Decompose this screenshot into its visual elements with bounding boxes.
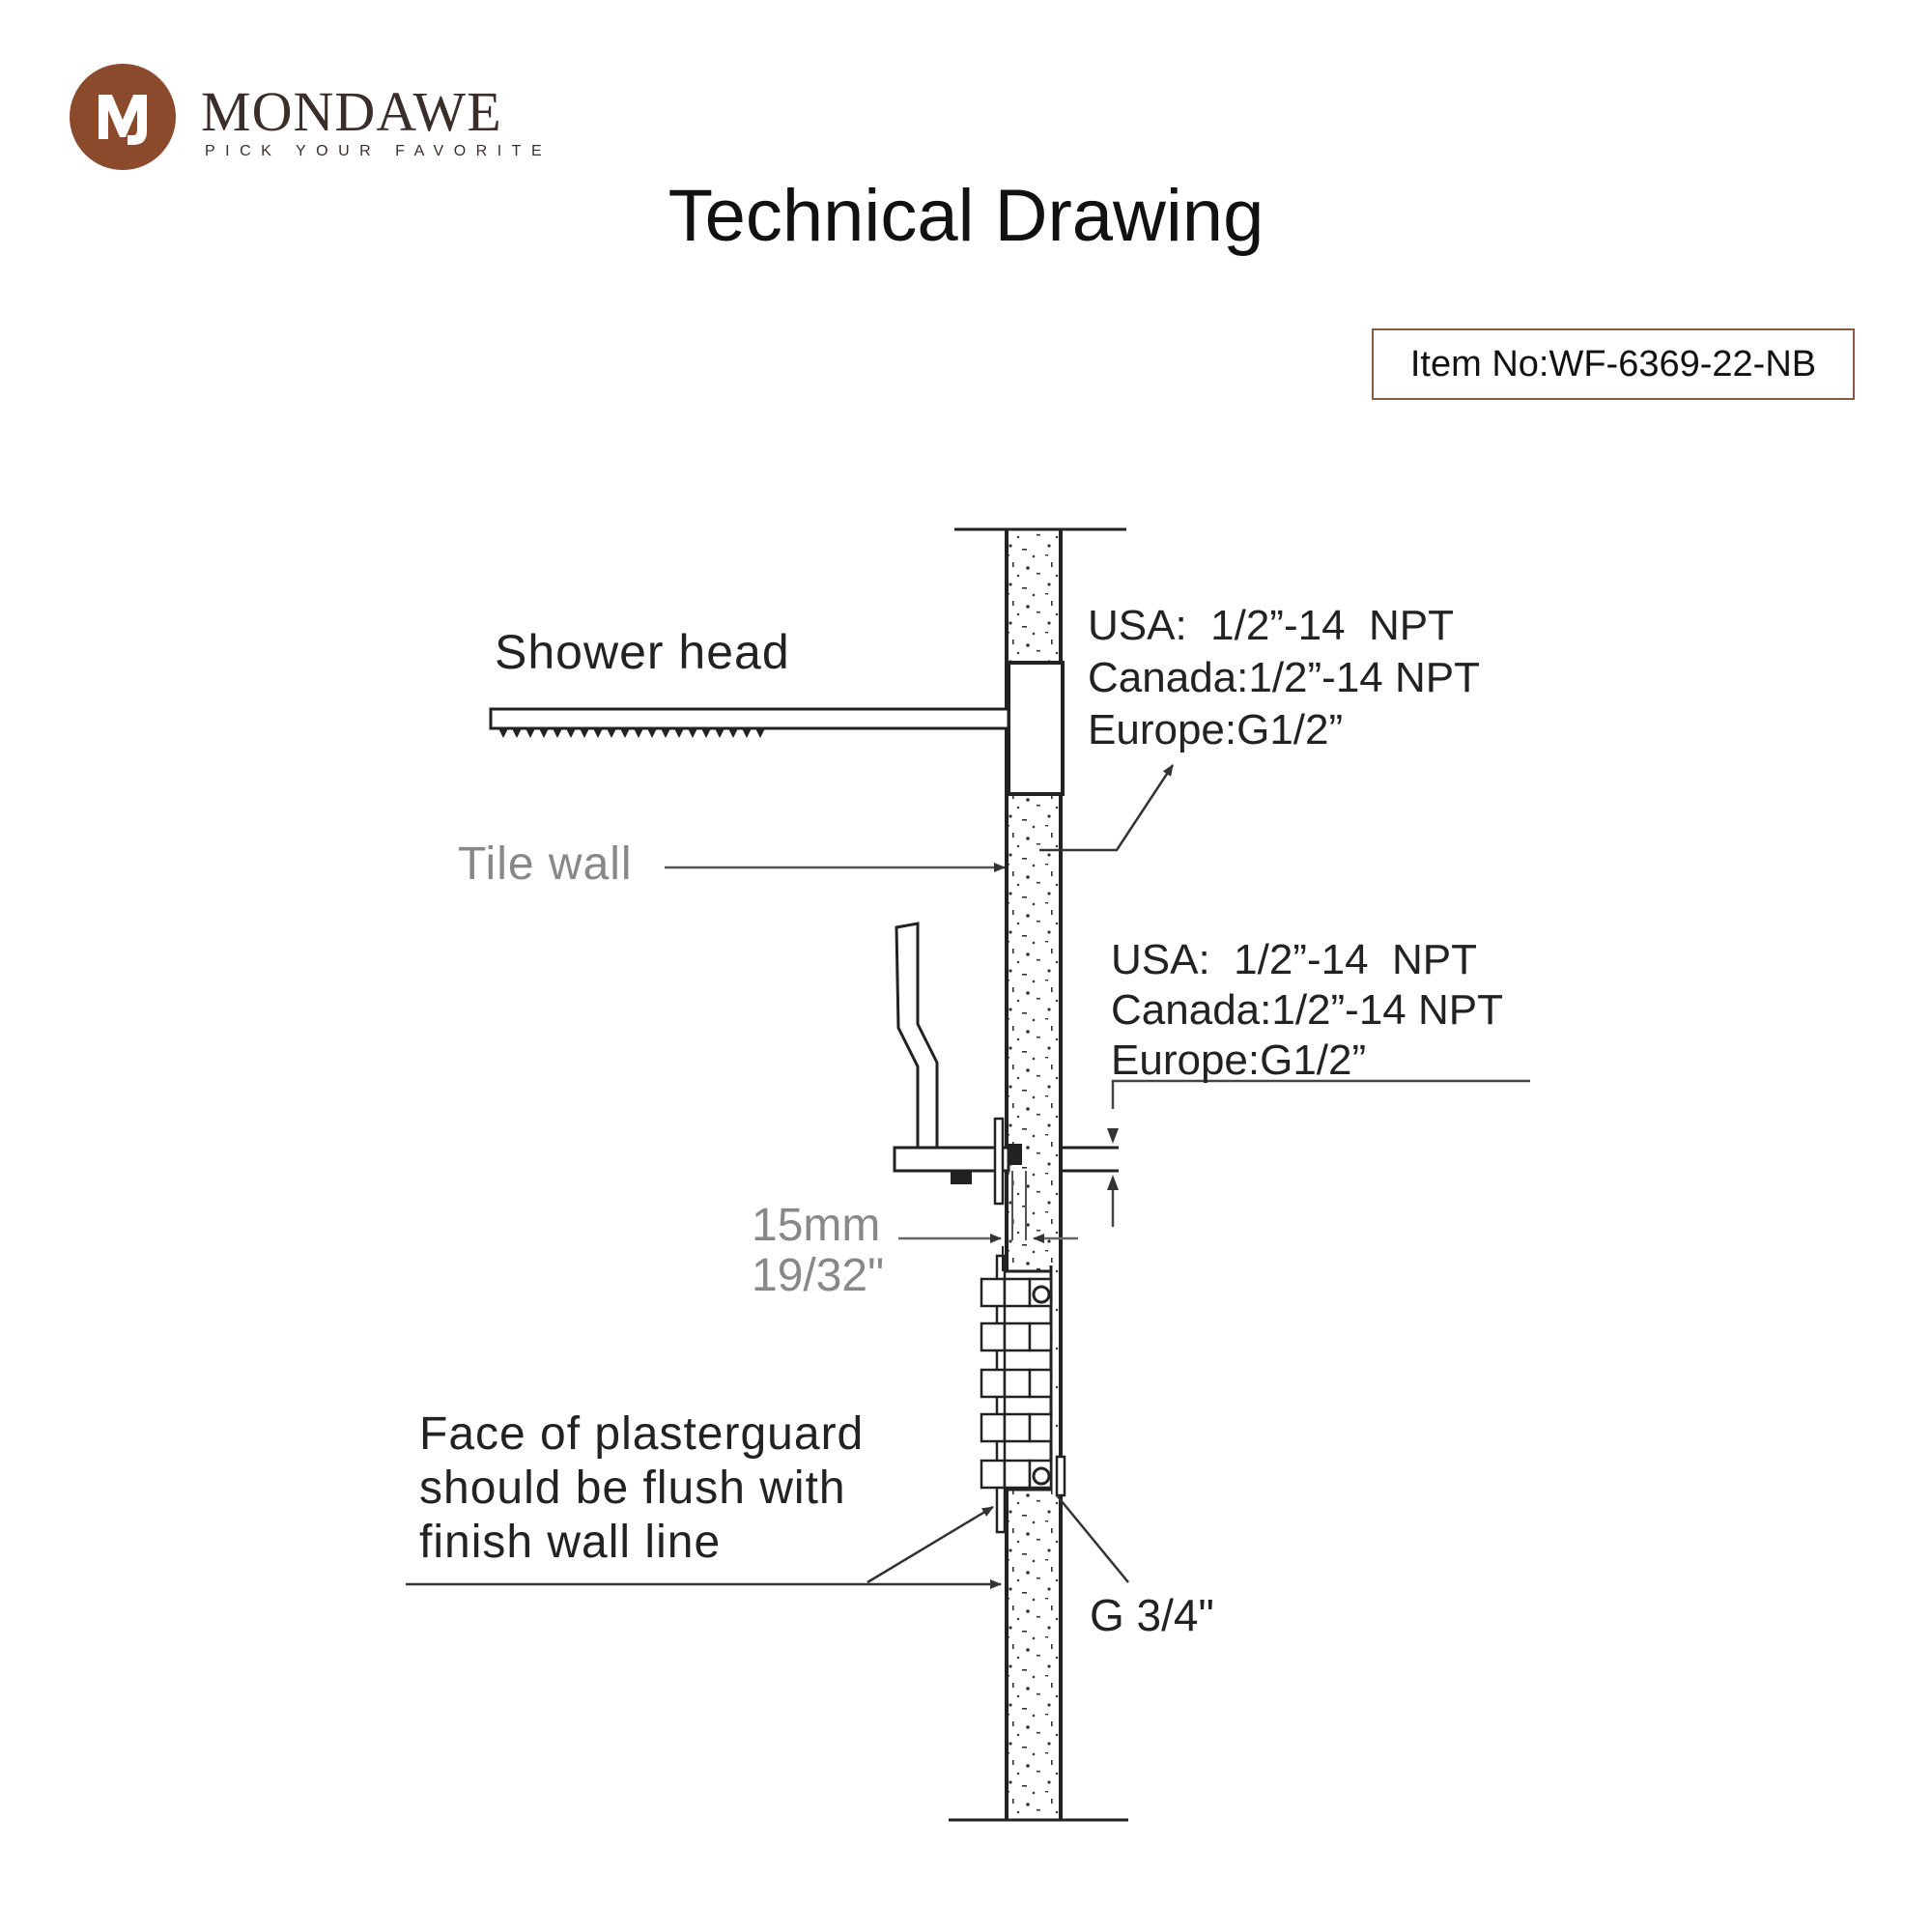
tile-wall-label: Tile wall [458, 838, 633, 890]
mid-spec-dimension [1107, 1081, 1530, 1227]
depth-in-label: 19/32" [752, 1250, 885, 1301]
plasterguard-line-1: Face of plasterguard [419, 1408, 865, 1460]
top-spec-usa: USA: 1/2”-14 NPT [1088, 602, 1455, 649]
mid-spec-europe: Europe:G1/2” [1111, 1037, 1367, 1084]
page-title: Technical Drawing [668, 175, 1264, 257]
valve-thread-leader [1057, 1495, 1128, 1582]
depth-mm-label: 15mm [752, 1200, 881, 1251]
brand-tagline: PICK YOUR FAVORITE [205, 143, 553, 159]
shower-head-label: Shower head [495, 625, 790, 679]
top-spec-europe: Europe:G1/2” [1088, 706, 1344, 753]
mid-spec-usa: USA: 1/2”-14 NPT [1111, 936, 1478, 983]
shower-head-assembly [491, 663, 1063, 794]
top-spec-canada: Canada:1/2”-14 NPT [1088, 654, 1480, 701]
mid-spec-canada: Canada:1/2”-14 NPT [1111, 986, 1503, 1034]
item-number: Item No:WF-6369-22-NB [1409, 343, 1817, 384]
plasterguard-line-3: finish wall line [419, 1517, 722, 1568]
plasterguard-line-2: should be flush with [419, 1463, 846, 1514]
brand-name: MONDAWE [201, 80, 502, 143]
rough-in-valve [981, 1246, 1065, 1532]
valve-thread-label: G 3/4" [1090, 1590, 1214, 1640]
